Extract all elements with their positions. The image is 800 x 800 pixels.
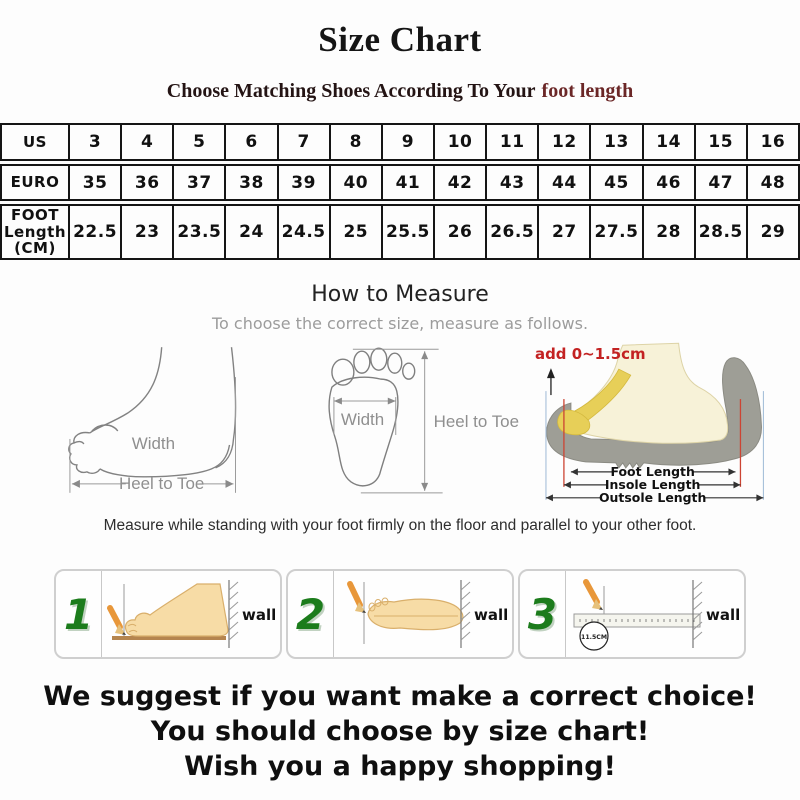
size-row-label: EURO (0, 164, 70, 201)
how-to-measure-heading: How to Measure (311, 282, 489, 307)
arrow-right (388, 398, 396, 405)
step-2-number: 2 (288, 571, 334, 657)
footer-line-3: Wish you a happy shopping! (184, 751, 616, 783)
wall-hatch (229, 582, 238, 640)
size-table-row (0, 123, 800, 161)
size-cell: 48 (748, 164, 800, 201)
size-cell: 4 (122, 123, 174, 161)
size-cell: 28 (644, 204, 696, 260)
footprint-diagram (301, 341, 530, 507)
size-table (0, 123, 800, 260)
size-cell: 24 (226, 204, 278, 260)
wall-hatch (461, 582, 470, 640)
arrow-left (72, 480, 80, 488)
subtitle-accent: foot length (541, 80, 634, 102)
size-cell: 10 (435, 123, 487, 161)
size-cell: 14 (644, 123, 696, 161)
arrow-up (421, 351, 428, 359)
step-1-number: 1 (56, 571, 102, 657)
arrow-down (421, 483, 428, 491)
size-cell: 13 (591, 123, 643, 161)
footer-line-2: You should choose by size chart! (150, 716, 650, 748)
size-cell: 47 (696, 164, 748, 201)
subtitle-main: Choose Matching Shoes According To Your (166, 80, 536, 102)
wall-label: wall (474, 606, 509, 624)
step-1-illustration (102, 571, 278, 657)
page-subtitle (0, 80, 800, 103)
size-table-row (0, 204, 800, 260)
size-cell: 40 (331, 164, 383, 201)
footer-line-1: We suggest if you want make a correct choice! (43, 681, 757, 712)
size-cell: 25 (331, 204, 383, 260)
how-to-measure-subheading: To choose the correct size, measure as follows. (211, 314, 589, 333)
size-cell: 36 (122, 164, 174, 201)
size-cell: 39 (279, 164, 331, 201)
size-cell: 41 (383, 164, 435, 201)
wall-label: wall (706, 606, 741, 624)
size-cell: 6 (226, 123, 278, 161)
arrow-left (334, 398, 342, 405)
size-cell: 44 (539, 164, 591, 201)
step-panel-3 (518, 569, 746, 659)
size-cell: 16 (748, 123, 800, 161)
page-title: Size Chart (318, 20, 482, 59)
step-panel-2 (286, 569, 514, 659)
size-cell: 8 (331, 123, 383, 161)
size-row-label: US (0, 123, 70, 161)
footprint-width-label: Width (341, 409, 385, 429)
size-cell: 37 (174, 164, 226, 201)
wall-label: wall (242, 606, 277, 624)
size-cell: 23 (122, 204, 174, 260)
size-cell: 9 (383, 123, 435, 161)
size-cell: 45 (591, 164, 643, 201)
size-cell: 26.5 (487, 204, 539, 260)
add-arrow-head (547, 368, 555, 378)
pencil (586, 582, 597, 602)
footer-message (0, 679, 800, 784)
pencil (350, 584, 360, 605)
add-length-note: add 0~1.5cm (534, 345, 646, 364)
size-cell: 27.5 (591, 204, 643, 260)
size-cell: 22.5 (70, 204, 122, 260)
size-cell: 5 (174, 123, 226, 161)
pencil (110, 608, 120, 627)
side-foot-width-label: Width (131, 433, 176, 453)
side-foot-heel-toe-label: Heel to Toe (118, 473, 205, 493)
measure-diagrams (0, 341, 800, 507)
size-cell: 26 (435, 204, 487, 260)
size-cell: 25.5 (383, 204, 435, 260)
size-cell: 3 (70, 123, 122, 161)
measure-steps (0, 569, 800, 659)
size-cell: 27 (539, 204, 591, 260)
size-cell: 28.5 (696, 204, 748, 260)
size-cell: 46 (644, 164, 696, 201)
size-cell: 15 (696, 123, 748, 161)
step-3-number: 3 (520, 571, 566, 657)
standing-instruction: Measure while standing with your foot firmly on the floor and parallel to your other foot. (103, 517, 697, 534)
size-cell: 12 (539, 123, 591, 161)
size-table-row (0, 164, 800, 201)
step-panel-1 (54, 569, 282, 659)
size-cell: 35 (70, 164, 122, 201)
size-cell: 11 (487, 123, 539, 161)
side-foot-outline (69, 347, 236, 477)
measurement-value: 11.5CM (581, 634, 607, 641)
size-cell: 29 (748, 204, 800, 260)
shoe-diagram (531, 341, 792, 507)
step-3-illustration (566, 571, 742, 657)
size-cell: 42 (435, 164, 487, 201)
footprint-heel-toe-label: Heel to Toe (433, 411, 520, 431)
insole-length-label: Insole Length (604, 476, 701, 492)
arrow-right (226, 480, 234, 488)
side-foot-shape (125, 584, 228, 636)
size-cell: 43 (487, 164, 539, 201)
size-cell: 24.5 (279, 204, 331, 260)
side-foot-diagram (40, 341, 301, 507)
size-cell: 23.5 (174, 204, 226, 260)
wall-hatch (693, 582, 702, 640)
outsole-length-label: Outsole Length (598, 489, 707, 505)
size-cell: 7 (279, 123, 331, 161)
size-cell: 38 (226, 164, 278, 201)
foot-length-label: Foot Length (610, 463, 695, 479)
size-row-label: FOOT Length (CM) (0, 204, 70, 260)
step-2-illustration (334, 571, 510, 657)
